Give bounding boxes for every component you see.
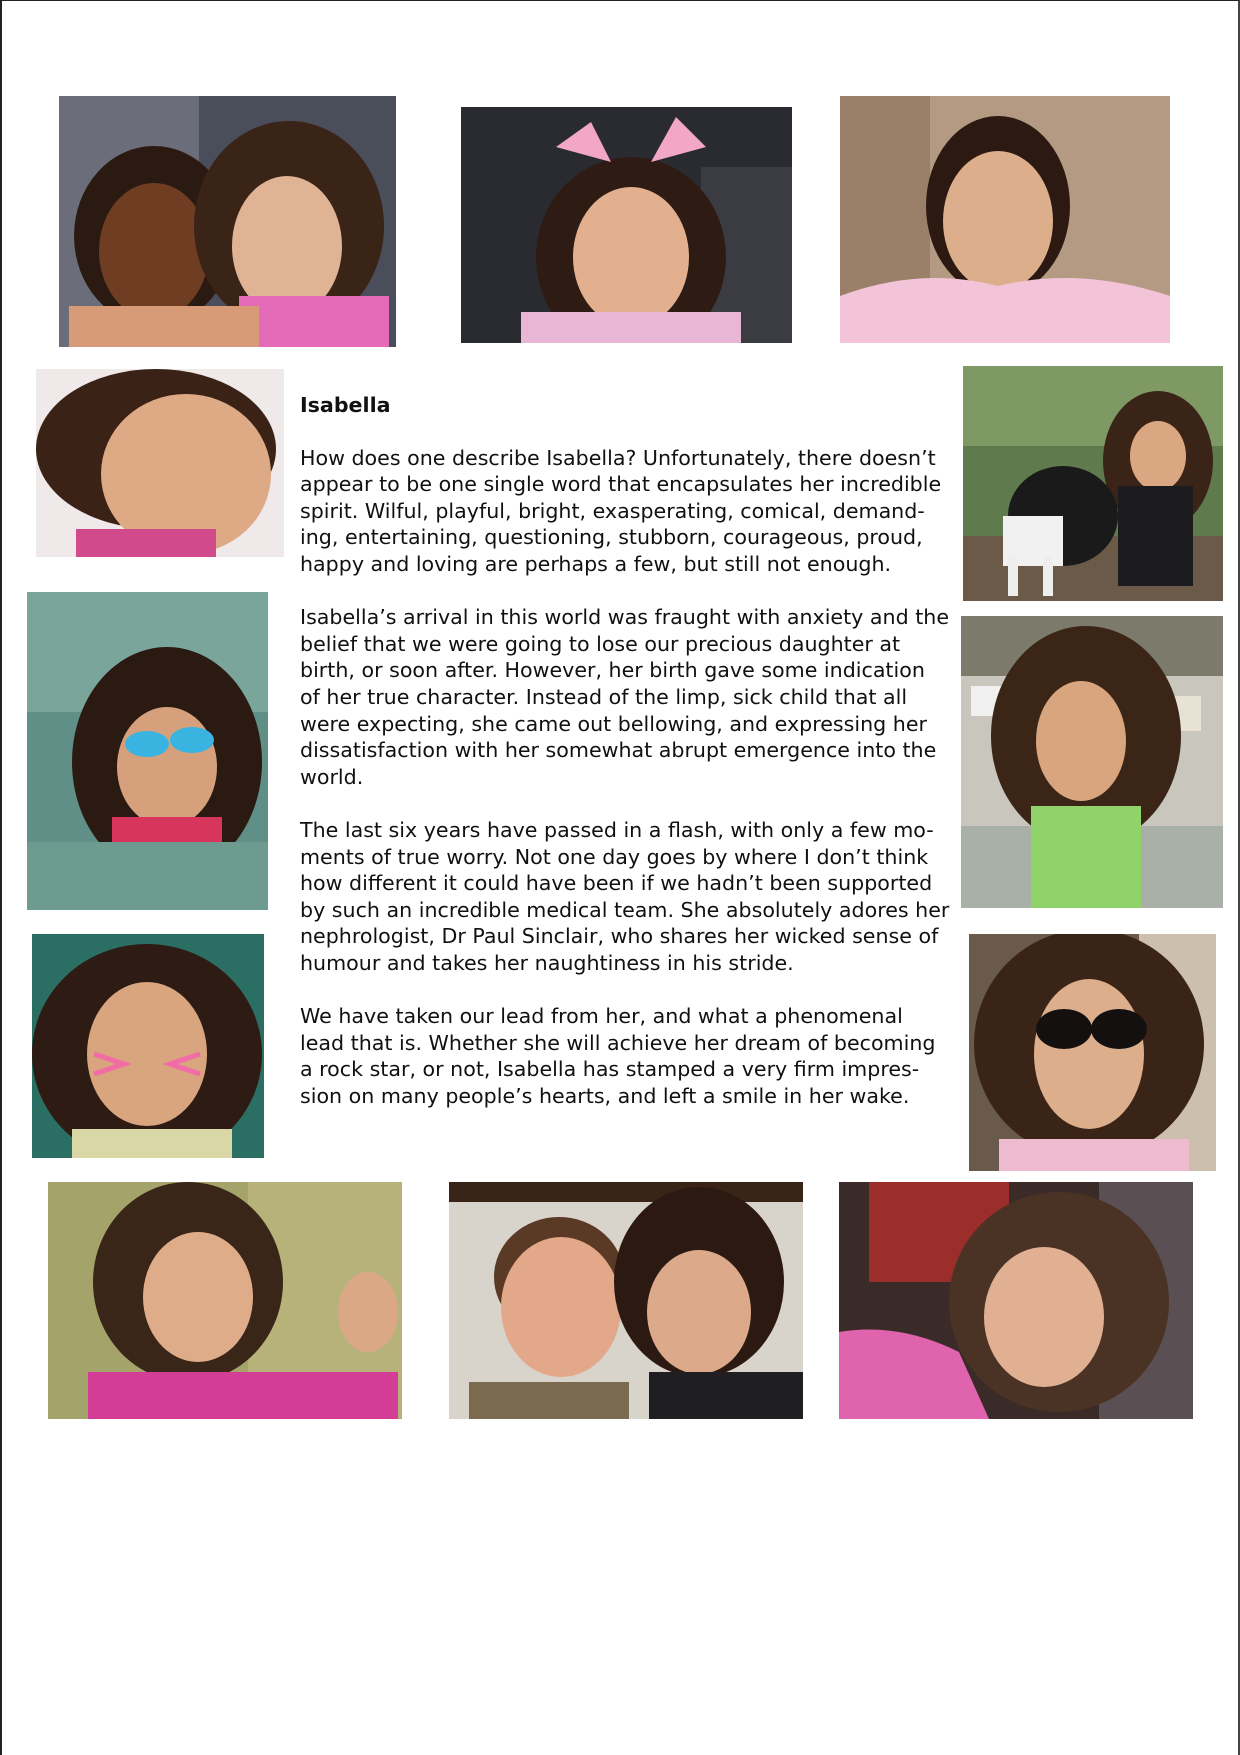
photo-sunglasses [969, 934, 1216, 1171]
article-paragraph-2: Isabella’s arrival in this world was fraught with anxiety and the belief that we were going to lose our precious daughter at birth, or soon after. However, her birth gave some indication of her true character. Instead of the limp, sick child that all were expecting, she came out bellowing, and expressing her dissatisfaction with her somewhat abrupt emergence into the world. [300, 605, 949, 789]
article-text [300, 392, 950, 1136]
photo-swimming-goggles [27, 592, 268, 910]
photo-two-girls-hugging [59, 96, 396, 347]
photo-laughing-pink-top [839, 1182, 1193, 1419]
photo-bunny-ears [461, 107, 792, 343]
photo-rock-hand-sign [48, 1182, 402, 1419]
article-title: Isabella [300, 393, 391, 417]
photo-holding-calf [963, 366, 1223, 601]
photo-windswept-hair [961, 616, 1223, 908]
photo-closeup-smile [36, 369, 284, 557]
photo-smiling-pink-shirt [840, 96, 1170, 343]
photo-boy-and-girl [449, 1182, 803, 1419]
article-paragraph-4: We have taken our lead from her, and what a phenomenal lead that is. Whether she will achieve her dream of becoming a rock star, or not, Isabella has stamped a very firm impres-sion on many people’s hearts, and left a smile in her wake. [300, 1004, 936, 1108]
photo-pink-face-paint [32, 934, 264, 1158]
article-paragraph-1: How does one describe Isabella? Unfortunately, there doesn’t appear to be one single word that encapsulates her incredible spirit. Wilful, playful, bright, exasperating, comical, demand-ing, entertaining, questioning, stubborn, courageous, proud, happy and loving are perhaps a few, but still not enough. [300, 445, 942, 576]
article-paragraph-3: The last six years have passed in a flash, with only a few mo-ments of true worry. Not one day goes by where I don’t think how different it could have been if we hadn’t been supported by such an incredible medical team. She absolutely adores her nephrologist, Dr Paul Sinclair, who shares her wicked sense of humour and takes her naughtiness in his stride. [300, 817, 950, 975]
